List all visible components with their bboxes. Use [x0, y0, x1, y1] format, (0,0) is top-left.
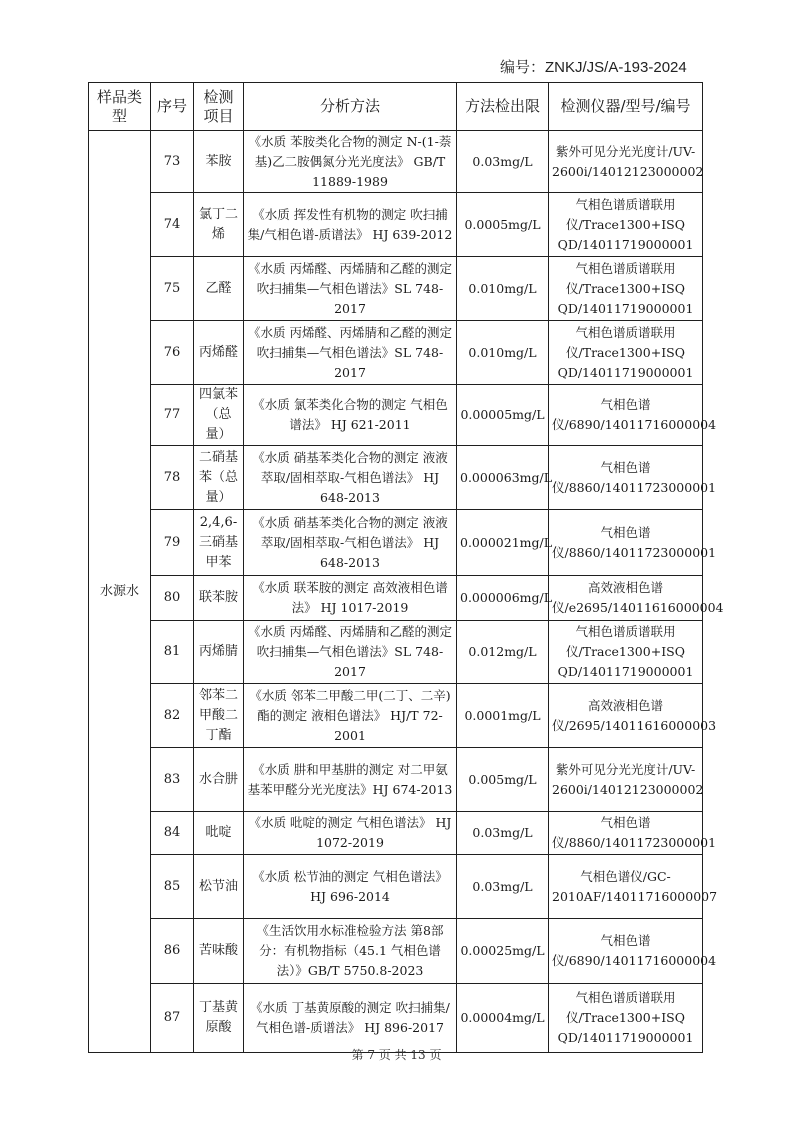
limit-cell: 0.000006mg/L [457, 576, 549, 621]
seq-cell: 77 [151, 385, 194, 446]
item-cell: 苯胺 [194, 131, 244, 193]
method-cell: 《水质 丙烯醛、丙烯腈和乙醛的测定 吹扫捕集—气相色谱法》SL 748-2017 [244, 621, 457, 684]
item-cell: 联苯胺 [194, 576, 244, 621]
instrument-cell: 气相色谱质谱联用仪/Trace1300+ISQ QD/14011719000001 [549, 621, 703, 684]
limit-cell: 0.000063mg/L [457, 446, 549, 510]
instrument-cell: 气相色谱质谱联用仪/Trace1300+ISQ QD/14011719000001 [549, 193, 703, 257]
instrument-cell: 气相色谱仪/8860/14011723000001 [549, 446, 703, 510]
seq-cell: 87 [151, 984, 194, 1053]
method-cell: 《水质 氯苯类化合物的测定 气相色谱法》 HJ 621-2011 [244, 385, 457, 446]
method-cell: 《水质 松节油的测定 气相色谱法》 HJ 696-2014 [244, 855, 457, 919]
seq-cell: 82 [151, 684, 194, 748]
seq-cell: 78 [151, 446, 194, 510]
item-cell: 丙烯醛 [194, 321, 244, 385]
seq-cell: 81 [151, 621, 194, 684]
table-row [89, 855, 703, 919]
item-cell: 丙烯腈 [194, 621, 244, 684]
item-cell: 二硝基苯（总量） [194, 446, 244, 510]
limit-cell: 0.03mg/L [457, 855, 549, 919]
limit-cell: 0.000021mg/L [457, 510, 549, 576]
limit-cell: 0.0001mg/L [457, 684, 549, 748]
instrument-cell: 紫外可见分光光度计/UV-2600i/14012123000002 [549, 748, 703, 812]
limit-cell: 0.010mg/L [457, 257, 549, 321]
table-row [89, 984, 703, 1053]
method-cell: 《水质 丙烯醛、丙烯腈和乙醛的测定 吹扫捕集—气相色谱法》SL 748-2017 [244, 257, 457, 321]
limit-cell: 0.03mg/L [457, 131, 549, 193]
seq-cell: 83 [151, 748, 194, 812]
item-cell: 苦味酸 [194, 919, 244, 984]
instrument-cell: 气相色谱质谱联用仪/Trace1300+ISQ QD/14011719000001 [549, 321, 703, 385]
item-cell: 2,4,6-三硝基甲苯 [194, 510, 244, 576]
item-cell: 氯丁二烯 [194, 193, 244, 257]
instrument-cell: 紫外可见分光光度计/UV-2600i/14012123000002 [549, 131, 703, 193]
seq-cell: 86 [151, 919, 194, 984]
table-row [89, 510, 703, 576]
method-cell: 《水质 肼和甲基肼的测定 对二甲氨基苯甲醛分光光度法》HJ 674-2013 [244, 748, 457, 812]
instrument-cell: 气相色谱仪/8860/14011723000001 [549, 510, 703, 576]
instrument-cell: 气相色谱仪/GC-2010AF/14011716000007 [549, 855, 703, 919]
table-row [89, 193, 703, 257]
header-sample-type: 样品类型 [89, 83, 151, 131]
instrument-cell: 气相色谱仪/6890/14011716000004 [549, 385, 703, 446]
table-row [89, 321, 703, 385]
header-item: 检测项目 [194, 83, 244, 131]
method-cell: 《水质 联苯胺的测定 高效液相色谱法》 HJ 1017-2019 [244, 576, 457, 621]
instrument-cell: 气相色谱仪/8860/14011723000001 [549, 812, 703, 855]
instrument-cell: 气相色谱质谱联用仪/Trace1300+ISQ QD/14011719000001 [549, 257, 703, 321]
table-row [89, 919, 703, 984]
document-number: 编号：ZNKJ/JS/A-193-2024 [500, 59, 687, 76]
item-cell: 邻苯二甲酸二丁酯 [194, 684, 244, 748]
table-row [89, 576, 703, 621]
header-instrument: 检测仪器/型号/编号 [549, 83, 703, 131]
method-cell: 《水质 硝基苯类化合物的测定 液液萃取/固相萃取-气相色谱法》 HJ 648-2013 [244, 510, 457, 576]
test-methods-table [88, 82, 724, 1053]
limit-cell: 0.00005mg/L [457, 385, 549, 446]
method-cell: 《水质 硝基苯类化合物的测定 液液萃取/固相萃取-气相色谱法》 HJ 648-2013 [244, 446, 457, 510]
seq-cell: 84 [151, 812, 194, 855]
limit-cell: 0.00004mg/L [457, 984, 549, 1053]
method-cell: 《水质 丁基黄原酸的测定 吹扫捕集/气相色谱-质谱法》 HJ 896-2017 [244, 984, 457, 1053]
limit-cell: 0.012mg/L [457, 621, 549, 684]
sample-type-cell: 水源水 [89, 131, 151, 1053]
method-cell: 《水质 丙烯醛、丙烯腈和乙醛的测定 吹扫捕集—气相色谱法》SL 748-2017 [244, 321, 457, 385]
header-seq: 序号 [151, 83, 194, 131]
item-cell: 吡啶 [194, 812, 244, 855]
method-cell: 《水质 吡啶的测定 气相色谱法》 HJ 1072-2019 [244, 812, 457, 855]
limit-cell: 0.010mg/L [457, 321, 549, 385]
instrument-cell: 气相色谱质谱联用仪/Trace1300+ISQ QD/14011719000001 [549, 984, 703, 1053]
seq-cell: 74 [151, 193, 194, 257]
seq-cell: 80 [151, 576, 194, 621]
instrument-cell: 高效液相色谱仪/e2695/14011616000004 [549, 576, 703, 621]
method-cell: 《生活饮用水标准检验方法 第8部分：有机物指标（45.1 气相色谱法）》GB/T 5750.8-2023 [244, 919, 457, 984]
limit-cell: 0.0005mg/L [457, 193, 549, 257]
item-cell: 乙醛 [194, 257, 244, 321]
instrument-cell: 气相色谱仪/6890/14011716000004 [549, 919, 703, 984]
method-cell: 《水质 邻苯二甲酸二甲(二丁、二辛)酯的测定 液相色谱法》 HJ/T 72-2001 [244, 684, 457, 748]
page-footer: 第 7 页 共 13 页 [351, 1048, 442, 1062]
seq-cell: 73 [151, 131, 194, 193]
instrument-cell: 高效液相色谱仪/2695/14011616000003 [549, 684, 703, 748]
table-row [89, 812, 703, 855]
header-method: 分析方法 [244, 83, 457, 131]
table-row [89, 131, 703, 193]
item-cell: 松节油 [194, 855, 244, 919]
table-row [89, 621, 703, 684]
method-cell: 《水质 苯胺类化合物的测定 N-(1-萘基)乙二胺偶氮分光光度法》 GB/T 11889-1989 [244, 131, 457, 193]
item-cell: 四氯苯（总量） [194, 385, 244, 446]
seq-cell: 75 [151, 257, 194, 321]
limit-cell: 0.00025mg/L [457, 919, 549, 984]
header-limit: 方法检出限 [457, 83, 549, 131]
table-row [89, 748, 703, 812]
item-cell: 水合肼 [194, 748, 244, 812]
table-row [89, 446, 703, 510]
seq-cell: 85 [151, 855, 194, 919]
limit-cell: 0.03mg/L [457, 812, 549, 855]
table-header-row [89, 83, 703, 131]
method-cell: 《水质 挥发性有机物的测定 吹扫捕集/气相色谱-质谱法》 HJ 639-2012 [244, 193, 457, 257]
table-row [89, 385, 703, 446]
table-row [89, 257, 703, 321]
seq-cell: 76 [151, 321, 194, 385]
item-cell: 丁基黄原酸 [194, 984, 244, 1053]
seq-cell: 79 [151, 510, 194, 576]
table-row [89, 684, 703, 748]
limit-cell: 0.005mg/L [457, 748, 549, 812]
